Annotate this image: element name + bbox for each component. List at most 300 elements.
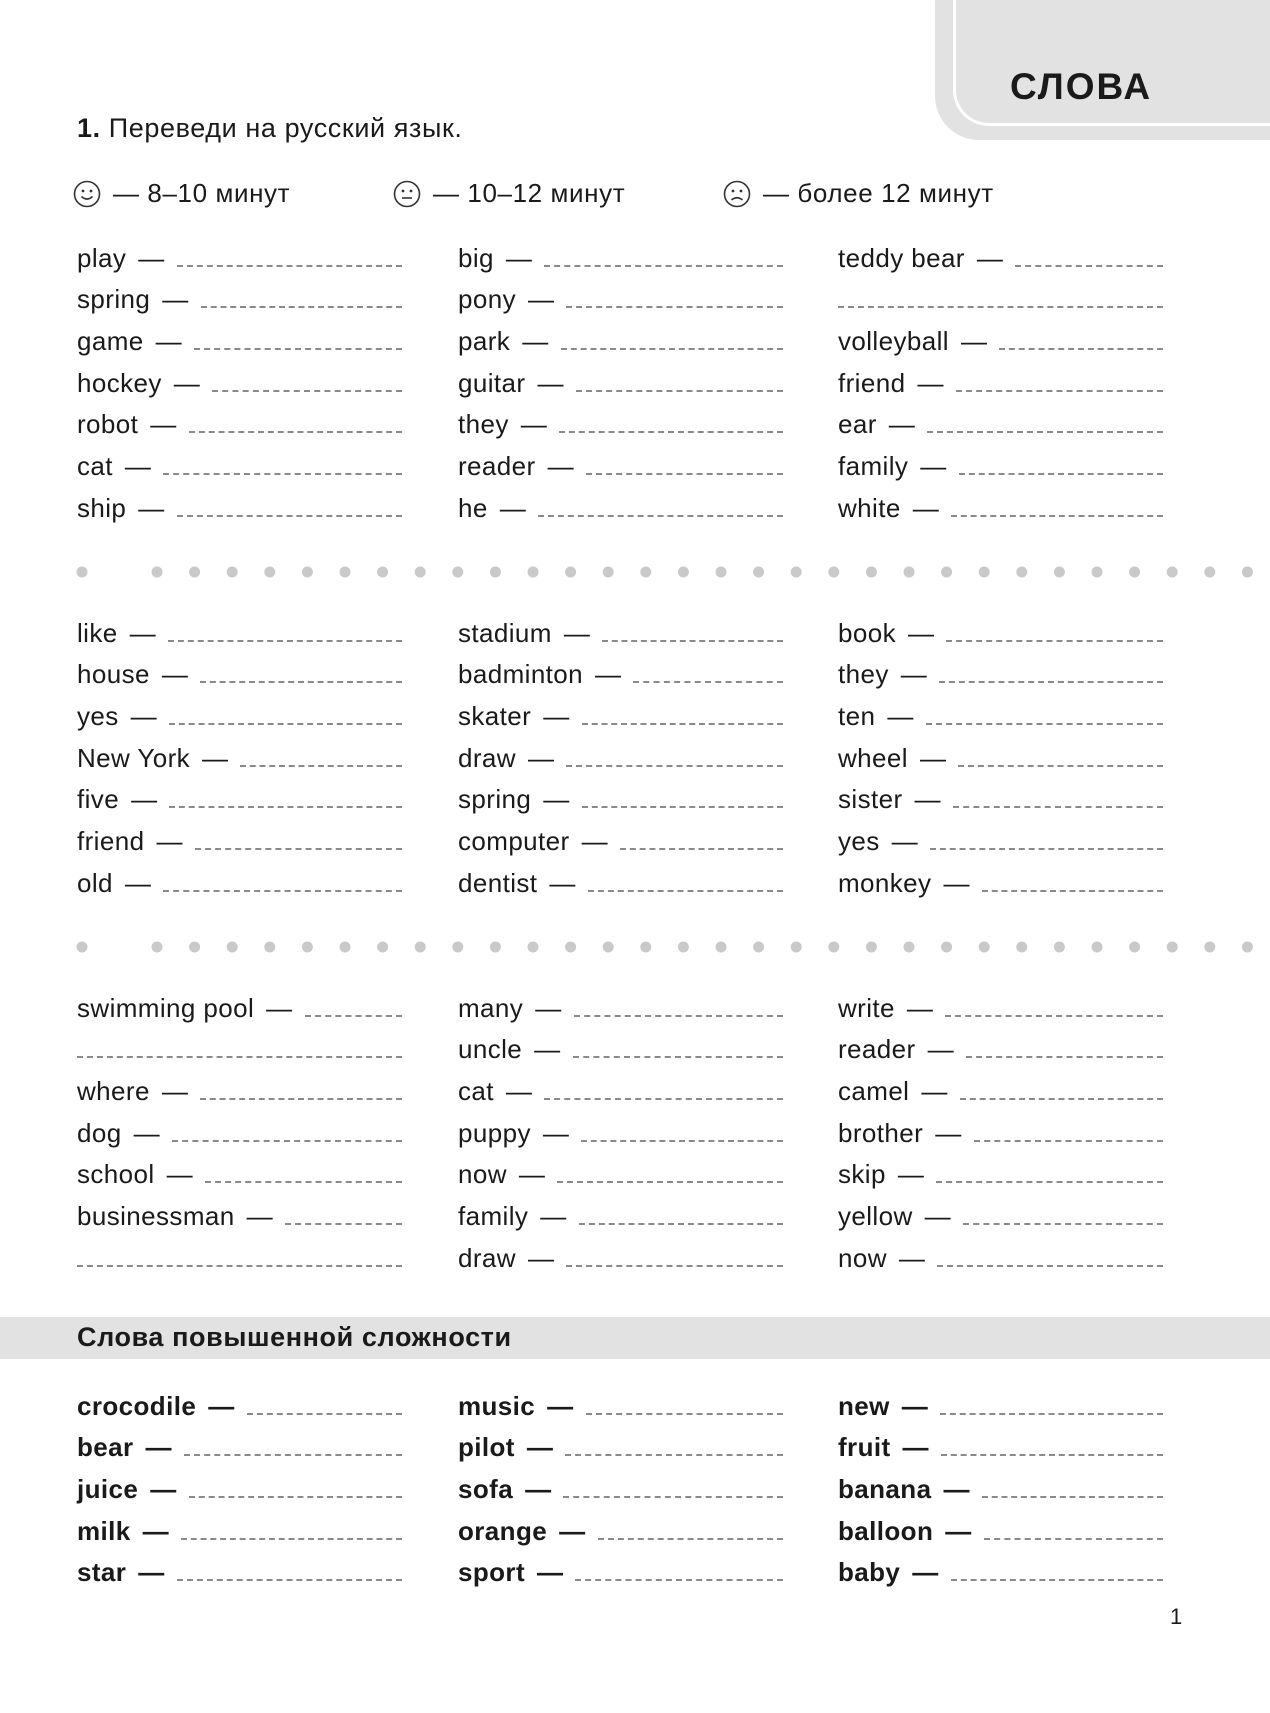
word-text: book (838, 617, 896, 648)
em-dash: — (156, 826, 183, 857)
word-text: stadium (458, 617, 552, 648)
answer-line[interactable] (951, 515, 1163, 517)
word-item (458, 857, 783, 899)
divider-dot (189, 942, 200, 953)
em-dash: — (943, 1474, 970, 1505)
word-text: brother (838, 1117, 924, 1148)
word-text: they (458, 409, 509, 440)
answer-line[interactable] (566, 765, 783, 767)
divider-dot (678, 567, 689, 578)
word-item (838, 1232, 1163, 1274)
answer-line[interactable] (945, 1015, 1163, 1017)
em-dash: — (527, 742, 555, 773)
word-text: banana (838, 1474, 932, 1505)
divider-dot (753, 567, 764, 578)
divider-dot (152, 942, 163, 953)
word-item (77, 315, 402, 357)
answer-line[interactable] (963, 1223, 1163, 1225)
timing-fast (73, 178, 290, 209)
em-dash: — (920, 451, 947, 482)
word-item (838, 815, 1163, 857)
divider-dot (415, 942, 426, 953)
answer-line[interactable] (169, 723, 402, 725)
divider-dot (152, 567, 163, 578)
answer-line[interactable] (177, 265, 402, 267)
em-dash: — (499, 492, 527, 523)
em-dash: — (902, 1432, 929, 1463)
em-dash: — (912, 1557, 939, 1588)
answer-line[interactable] (982, 1496, 1163, 1498)
answer-line[interactable] (926, 723, 1163, 725)
divider-dot (1204, 567, 1215, 578)
word-item (838, 1107, 1163, 1149)
word-item (77, 1107, 402, 1149)
answer-line[interactable] (598, 1538, 784, 1540)
word-text: school (77, 1159, 155, 1190)
answer-line[interactable] (602, 640, 783, 642)
em-dash: — (142, 1515, 170, 1546)
em-dash: — (155, 326, 183, 357)
divider-dot (415, 567, 426, 578)
word-item (77, 1380, 402, 1422)
word-item (838, 649, 1163, 691)
word-text: draw (458, 742, 516, 773)
answer-line[interactable] (573, 1056, 783, 1058)
em-dash: — (914, 784, 941, 815)
answer-line[interactable] (538, 515, 783, 517)
block2-column1 (77, 607, 402, 899)
page-title: СЛОВА (1010, 66, 1153, 107)
block3-column3 (838, 982, 1163, 1274)
answer-line[interactable] (565, 1454, 783, 1456)
em-dash: — (150, 409, 177, 440)
word-text: friend (77, 826, 145, 857)
divider-dot (640, 567, 651, 578)
divider-dot (77, 567, 88, 578)
em-dash: — (900, 659, 928, 690)
divider-dot (1092, 567, 1103, 578)
answer-line[interactable] (940, 1413, 1163, 1415)
answer-line[interactable] (544, 265, 783, 267)
word-item (838, 399, 1163, 441)
em-dash: — (887, 701, 914, 732)
divider-dot (979, 567, 990, 578)
em-dash: — (534, 1034, 561, 1065)
word-text: old (77, 867, 113, 898)
divider-dot (1242, 942, 1253, 953)
answer-line[interactable] (588, 890, 783, 892)
answer-line[interactable] (561, 348, 783, 350)
answer-line[interactable] (557, 1181, 783, 1183)
answer-line[interactable] (205, 1181, 402, 1183)
word-text: now (838, 1242, 887, 1273)
answer-line[interactable] (212, 390, 402, 392)
answer-line[interactable] (163, 890, 402, 892)
word-item (838, 1024, 1163, 1066)
em-dash: — (138, 492, 165, 523)
answer-line[interactable] (575, 1579, 783, 1581)
timing-fast-text: — 8–10 минут (113, 178, 291, 208)
word-text: computer (458, 826, 570, 857)
answer-line[interactable] (201, 306, 402, 308)
answer-line[interactable] (974, 1140, 1163, 1142)
em-dash: — (901, 1390, 929, 1421)
answer-line[interactable] (958, 765, 1163, 767)
divider-dot (1242, 567, 1253, 578)
divider-dot (678, 942, 689, 953)
divider-dot (565, 567, 576, 578)
em-dash: — (935, 1117, 962, 1148)
em-dash: — (522, 326, 549, 357)
em-dash: — (927, 1034, 954, 1065)
divider-dot (1054, 567, 1065, 578)
divider-dot (302, 567, 313, 578)
advanced-column3 (838, 1380, 1163, 1588)
answer-line[interactable] (838, 306, 1163, 308)
word-item (458, 1190, 783, 1232)
em-dash: — (537, 1557, 564, 1588)
em-dash: — (161, 1076, 189, 1107)
word-item (458, 815, 783, 857)
answer-line[interactable] (959, 473, 1163, 475)
word-item (458, 1380, 783, 1422)
word-item (838, 732, 1163, 774)
answer-line[interactable] (177, 1579, 402, 1581)
word-text: white (838, 492, 901, 523)
em-dash: — (537, 367, 564, 398)
word-item (458, 440, 783, 482)
word-text: big (458, 242, 494, 273)
divider-dot (904, 567, 915, 578)
answer-line[interactable] (189, 431, 402, 433)
word-item (77, 1463, 402, 1505)
word-item (838, 1463, 1163, 1505)
divider-dot (603, 942, 614, 953)
word-text: guitar (458, 367, 526, 398)
answer-line[interactable] (1015, 265, 1163, 267)
timing-slow (723, 178, 994, 209)
word-item (458, 1065, 783, 1107)
word-item (458, 1149, 783, 1191)
answer-line[interactable] (579, 1223, 783, 1225)
divider-dot (528, 567, 539, 578)
em-dash: — (921, 1076, 948, 1107)
answer-line[interactable] (181, 1538, 402, 1540)
em-dash: — (943, 867, 970, 898)
em-dash: — (547, 451, 574, 482)
answer-line[interactable] (247, 1413, 402, 1415)
word-item (458, 274, 783, 316)
answer-line[interactable] (930, 848, 1163, 850)
answer-line[interactable] (960, 1098, 1163, 1100)
word-item (77, 1149, 402, 1191)
page-number: 1 (1170, 1604, 1183, 1629)
answer-line[interactable] (544, 1098, 783, 1100)
word-text: milk (77, 1515, 131, 1546)
word-text: like (77, 617, 118, 648)
word-item (838, 857, 1163, 899)
divider-dot (77, 942, 88, 953)
word-item (77, 774, 402, 816)
divider-dot (828, 567, 839, 578)
word-item (458, 1505, 783, 1547)
word-item (838, 607, 1163, 649)
answer-line[interactable] (576, 390, 783, 392)
answer-line[interactable] (984, 1538, 1163, 1540)
answer-line[interactable] (586, 473, 783, 475)
word-item (458, 607, 783, 649)
timing-medium (393, 178, 625, 209)
answer-line[interactable] (982, 890, 1163, 892)
word-item (77, 1505, 402, 1547)
word-item (458, 690, 783, 732)
block1-column1 (77, 232, 402, 524)
answer-line[interactable] (77, 1265, 402, 1267)
answer-line[interactable] (951, 1579, 1163, 1581)
word-text: robot (77, 409, 139, 440)
em-dash: — (976, 242, 1004, 273)
divider-dot (753, 942, 764, 953)
word-text: now (458, 1159, 507, 1190)
word-item (77, 815, 402, 857)
word-item (77, 982, 402, 1024)
em-dash: — (898, 1242, 926, 1273)
word-text: dentist (458, 867, 538, 898)
divider-dot (791, 942, 802, 953)
divider-dot (1129, 567, 1140, 578)
answer-line[interactable] (956, 390, 1163, 392)
em-dash: — (960, 326, 988, 357)
answer-line[interactable] (999, 348, 1163, 350)
answer-line[interactable] (937, 1265, 1163, 1267)
em-dash: — (505, 1076, 533, 1107)
answer-line[interactable] (927, 431, 1163, 433)
divider-dot (1054, 942, 1065, 953)
divider-dot (189, 567, 200, 578)
em-dash: — (129, 617, 157, 648)
answer-line[interactable] (194, 348, 402, 350)
em-dash: — (526, 1432, 554, 1463)
divider-dot (452, 567, 463, 578)
em-dash: — (891, 826, 919, 857)
word-item (838, 1422, 1163, 1464)
word-text: bear (77, 1432, 134, 1463)
em-dash: — (150, 1474, 177, 1505)
word-item (458, 1547, 783, 1589)
divider-dot (528, 942, 539, 953)
word-item (77, 399, 402, 441)
word-item (458, 732, 783, 774)
answer-line[interactable] (582, 806, 783, 808)
answer-line[interactable] (169, 806, 402, 808)
block3-column1 (77, 982, 402, 1274)
divider-dot (603, 567, 614, 578)
em-dash: — (540, 1201, 567, 1232)
word-item (838, 357, 1163, 399)
word-text: pilot (458, 1432, 515, 1463)
answer-line[interactable] (941, 1454, 1163, 1456)
divider-dot (941, 567, 952, 578)
word-text: sister (838, 784, 903, 815)
answer-line[interactable] (184, 1454, 402, 1456)
answer-line[interactable] (586, 1413, 783, 1415)
em-dash: — (581, 826, 608, 857)
divider-dot (1016, 567, 1027, 578)
answer-line[interactable] (966, 1056, 1163, 1058)
em-dash: — (542, 1117, 570, 1148)
advanced-column1 (77, 1380, 402, 1588)
em-dash: — (138, 1557, 165, 1588)
word-text: dog (77, 1117, 122, 1148)
word-item (77, 1422, 402, 1464)
em-dash: — (912, 492, 940, 523)
word-item (458, 1463, 783, 1505)
answer-line[interactable] (620, 848, 783, 850)
word-item (838, 1065, 1163, 1107)
word-item (838, 1190, 1163, 1232)
em-dash: — (907, 617, 935, 648)
answer-line[interactable] (172, 1140, 402, 1142)
em-dash: — (173, 367, 201, 398)
word-text: hockey (77, 367, 162, 398)
block1-column2 (458, 232, 783, 524)
word-text: cat (458, 1076, 494, 1107)
divider-dot (941, 942, 952, 953)
divider-dot (828, 942, 839, 953)
word-text: sport (458, 1557, 525, 1588)
task-text: Переведи на русский язык. (108, 113, 463, 143)
answer-line[interactable] (163, 473, 402, 475)
divider-dot (1129, 942, 1140, 953)
block3-column2 (458, 982, 783, 1274)
word-text: draw (458, 1242, 516, 1273)
word-text: new (838, 1390, 890, 1421)
em-dash: — (543, 784, 570, 815)
answer-line-continuation (77, 1232, 402, 1274)
timing-medium-text: — 10–12 минут (433, 178, 626, 208)
answer-line[interactable] (939, 681, 1163, 683)
em-dash: — (131, 784, 158, 815)
word-item (458, 482, 783, 524)
answer-line[interactable] (200, 681, 402, 683)
word-item (838, 315, 1163, 357)
divider-dot (490, 567, 501, 578)
answer-line[interactable] (285, 1223, 402, 1225)
word-item (77, 857, 402, 899)
em-dash: — (138, 242, 165, 273)
word-item (77, 1190, 402, 1232)
task-instruction (77, 113, 463, 144)
divider-dot (1167, 942, 1178, 953)
answer-line[interactable] (633, 681, 783, 683)
em-dash: — (549, 867, 576, 898)
word-item (77, 1547, 402, 1589)
word-text: uncle (458, 1034, 523, 1065)
divider-dot (264, 942, 275, 953)
word-item (458, 315, 783, 357)
answer-line[interactable] (200, 1098, 402, 1100)
answer-line[interactable] (305, 1015, 402, 1017)
word-item (838, 1505, 1163, 1547)
em-dash: — (161, 659, 189, 690)
em-dash: — (145, 1432, 172, 1463)
answer-line[interactable] (77, 1056, 402, 1058)
word-text: play (77, 242, 127, 273)
word-text: orange (458, 1515, 548, 1546)
word-item (838, 440, 1163, 482)
word-item (838, 1547, 1163, 1589)
word-item (77, 357, 402, 399)
word-text: swimming pool (77, 992, 255, 1023)
word-item (77, 1065, 402, 1107)
word-text: where (77, 1076, 150, 1107)
divider-dot (866, 567, 877, 578)
em-dash: — (133, 1117, 160, 1148)
word-text: write (838, 992, 895, 1023)
answer-line[interactable] (177, 515, 402, 517)
word-text: yes (77, 701, 119, 732)
answer-line[interactable] (195, 848, 402, 850)
divider-dot (1167, 567, 1178, 578)
word-text: monkey (838, 867, 932, 898)
em-dash: — (945, 1515, 972, 1546)
word-text: music (458, 1390, 536, 1421)
divider-dot (340, 567, 351, 578)
divider-dot (565, 942, 576, 953)
em-dash: — (919, 742, 947, 773)
word-item (838, 1380, 1163, 1422)
answer-line[interactable] (574, 1015, 783, 1017)
advanced-column2 (458, 1380, 783, 1588)
answer-line[interactable] (559, 431, 783, 433)
word-text: family (458, 1201, 529, 1232)
answer-line-continuation (77, 1024, 402, 1066)
em-dash: — (543, 701, 570, 732)
word-item (77, 482, 402, 524)
answer-line[interactable] (582, 723, 783, 725)
answer-line[interactable] (189, 1496, 402, 1498)
em-dash: — (124, 867, 152, 898)
answer-line[interactable] (953, 806, 1163, 808)
divider-dot (227, 567, 238, 578)
em-dash: — (520, 409, 548, 440)
word-text: reader (458, 451, 536, 482)
word-item (458, 649, 783, 691)
divider-dot (866, 942, 877, 953)
em-dash: — (518, 1159, 546, 1190)
answer-line[interactable] (566, 1265, 783, 1267)
word-item (838, 982, 1163, 1024)
answer-line[interactable] (563, 1496, 783, 1498)
word-text: reader (838, 1034, 916, 1065)
answer-line[interactable] (240, 765, 402, 767)
answer-line[interactable] (168, 640, 402, 642)
word-item (77, 732, 402, 774)
word-text: skater (458, 701, 532, 732)
em-dash: — (897, 1159, 925, 1190)
divider-dot (1204, 942, 1215, 953)
word-text: he (458, 492, 488, 523)
answer-line[interactable] (581, 1140, 783, 1142)
divider-dot (716, 942, 727, 953)
word-text: wheel (838, 742, 908, 773)
answer-line[interactable] (936, 1181, 1163, 1183)
answer-line[interactable] (946, 640, 1163, 642)
divider-dot (377, 567, 388, 578)
em-dash: — (505, 242, 533, 273)
answer-line[interactable] (566, 306, 783, 308)
word-text: crocodile (77, 1390, 197, 1421)
